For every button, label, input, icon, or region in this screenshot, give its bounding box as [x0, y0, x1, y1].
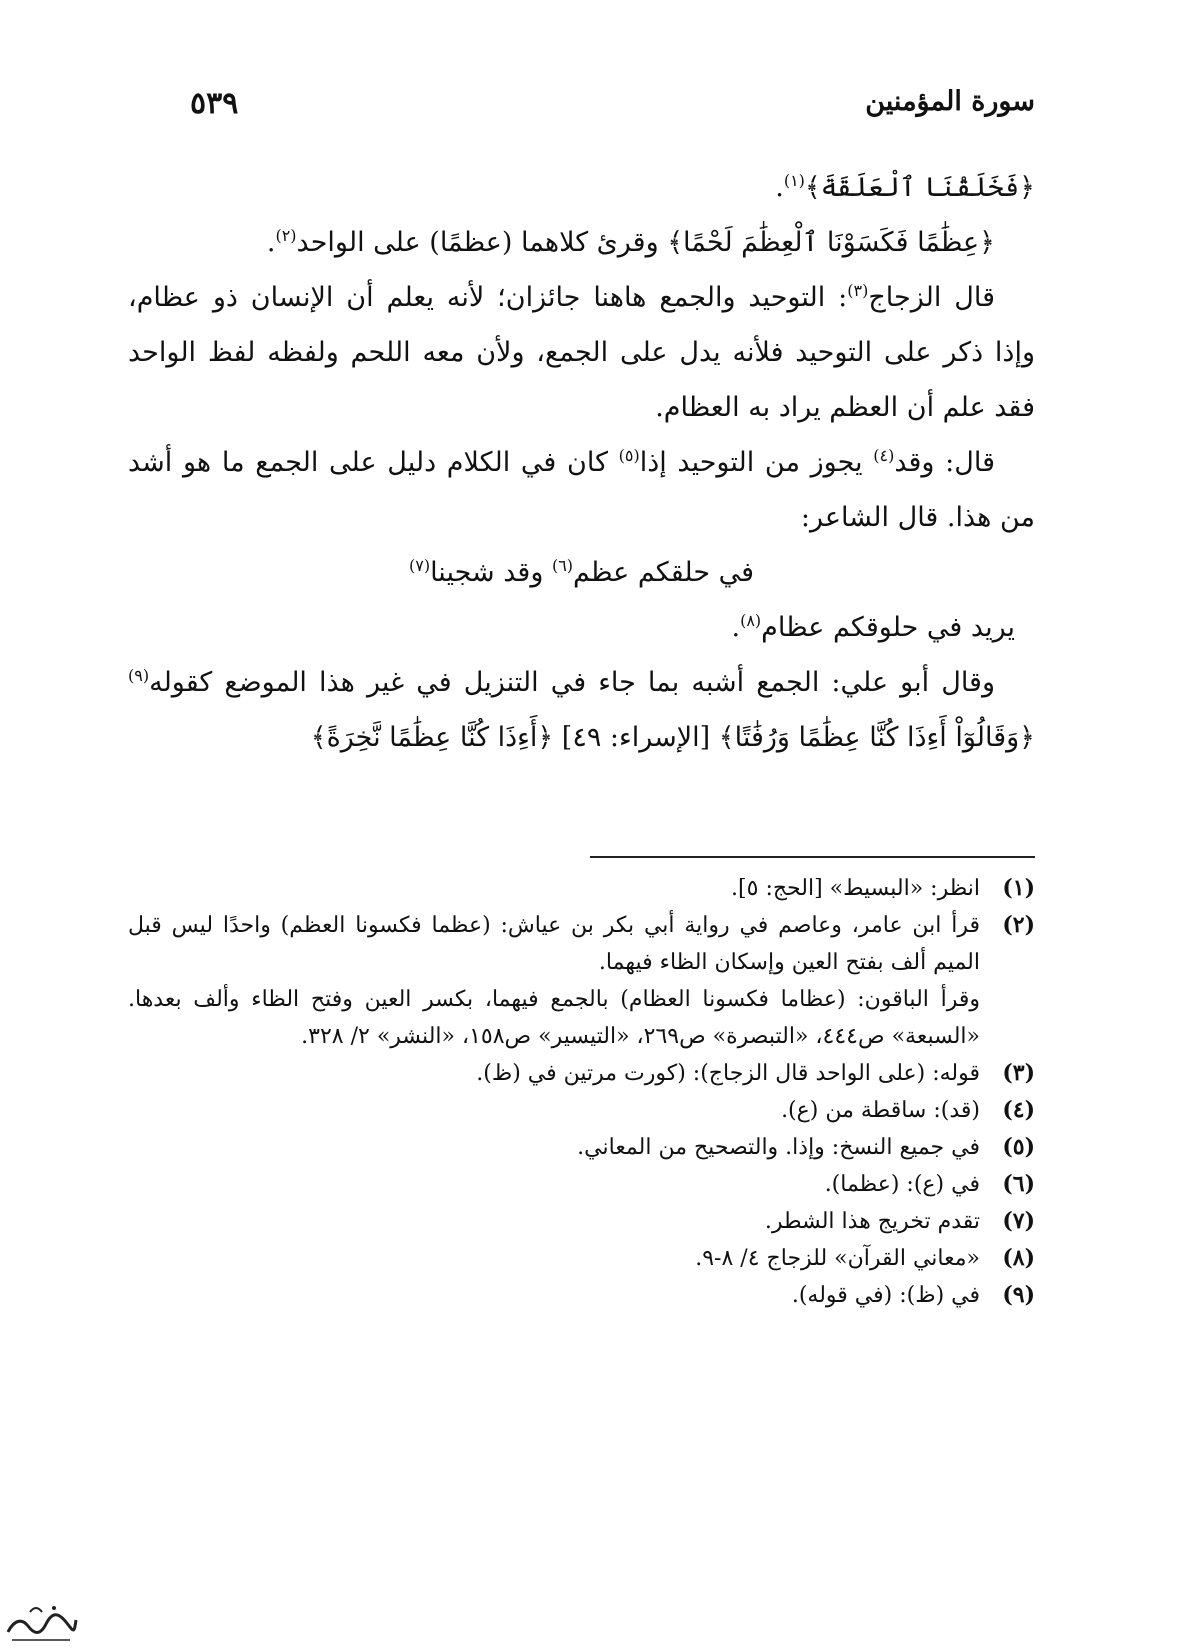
- footnote-text-continued: وقرأ الباقون: (عظاما فكسونا العظام) بالجمع فيهما، بكسر العين وفتح الظاء وألف بعدها. «السبعة» ص٤٤٤، «التبصرة» ص٢٦٩، «التيسير» ص١٥٨، «النشر» ٢/ ٣٢٨.: [128, 987, 980, 1049]
- text: وقال أبو علي: الجمع أشبه بما جاء في التنزيل في غير هذا الموضع كقوله: [149, 667, 995, 698]
- footnote-9: [128, 1277, 1035, 1314]
- page-number: ٥٣٩: [190, 86, 239, 121]
- footnote-number: (٤): [1002, 1097, 1035, 1123]
- footnote-text: تقدم تخريج هذا الشطر.: [764, 1209, 980, 1234]
- footnote-2: [128, 907, 1035, 1055]
- footnote-number: (٧): [1002, 1208, 1035, 1234]
- text: يريد في حلوقكم عظام: [761, 612, 1015, 643]
- quran-quote: ﴿عِظَٰمًا فَكَسَوْنَا ٱلْعِظَٰمَ لَحْمًا﴾: [667, 227, 995, 258]
- footnote-number: (٩): [1002, 1282, 1035, 1308]
- page-header: [190, 86, 1035, 136]
- paragraph-1: ﴿فَخَلَقْنَا ٱلْعَلَقَةَ﴾$^{(١)}$.: [775, 171, 1035, 203]
- footnote-ref: (٦): [551, 556, 574, 575]
- footnote-number: (٨): [1002, 1245, 1035, 1271]
- footnote-divider: [590, 856, 1035, 858]
- footnote-number: (١): [1002, 875, 1035, 901]
- verse-text: وقد شجينا: [430, 557, 552, 588]
- footnote-6: [128, 1166, 1035, 1203]
- footnote-number: (٥): [1002, 1134, 1035, 1160]
- footnote-3: [128, 1055, 1035, 1092]
- footnote-ref: (٧): [408, 556, 431, 575]
- footnote-ref: (٥): [618, 446, 640, 465]
- footnote-text: «معاني القرآن» للزجاج ٤/ ٨-٩.: [695, 1246, 980, 1271]
- main-text: [128, 160, 1035, 765]
- footnote-text: في (ظ): (في قوله).: [791, 1283, 980, 1308]
- footnote-ref: (٢): [275, 226, 297, 245]
- footnote-7: [128, 1203, 1035, 1240]
- footnote-ref: (١): [783, 171, 805, 190]
- quran-quote: ﴿فَخَلَقْنَا ٱلْعَلَقَةَ﴾: [804, 172, 1035, 203]
- surah-title: سورة المؤمنين: [865, 86, 1035, 117]
- quran-quote: ﴿أَءِذَا كُنَّا عِظَٰمًا نَّخِرَةً﴾: [310, 722, 554, 753]
- citation: [الإسراء: ٤٩]: [553, 722, 719, 753]
- footnote-text: انظر: «البسيط» [الحج: ٥].: [731, 876, 980, 901]
- quran-quote: ﴿وَقَالُوٓاْ أَءِذَا كُنَّا عِظَٰمًا وَرُفَٰتًا﴾: [718, 722, 1035, 753]
- text: وقرئ كلاهما (عظمًا) على الواحد: [296, 227, 659, 258]
- verse-text: في حلقكم عظم: [573, 557, 755, 588]
- text: قال: وقد: [894, 447, 995, 478]
- footnote-ref: (٣): [847, 281, 869, 300]
- footnote-8: [128, 1240, 1035, 1277]
- footnote-text: قرأ ابن عامر، وعاصم في رواية أبي بكر بن عياش: (عظما فكسونا العظم) واحدًا ليس قبل الميم ألف بفتح العين وإسكان الظاء فيهما.: [128, 913, 980, 975]
- verse-explanation: يريد في حلوقكم عظام$^{(٨)}$.: [731, 611, 1015, 643]
- text: كان في الكلام دليل على الجمع ما هو أشد من هذا. قال الشاعر:: [128, 447, 1035, 533]
- footnotes: [128, 870, 1035, 1314]
- footnote-number: (٦): [1002, 1171, 1035, 1197]
- paragraph-4: [128, 435, 1035, 545]
- footnote-5: [128, 1129, 1035, 1166]
- paragraph-2: ﴿عِظَٰمًا فَكَسَوْنَا ٱلْعِظَٰمَ لَحْمًا﴾ وقرئ كلاهما (عظمًا) على الواحد$^{(٢)}$.: [266, 226, 995, 258]
- paragraph-3: [128, 270, 1035, 435]
- footnote-text: قوله: (على الواحد قال الزجاج): (كورت مرتين في (ظ).: [476, 1061, 980, 1086]
- publisher-logo: [0, 1590, 80, 1650]
- footnote-1: [128, 870, 1035, 907]
- footnote-4: [128, 1092, 1035, 1129]
- footnote-text: (قد): ساقطة من (ع).: [781, 1098, 980, 1123]
- text: : التوحيد والجمع هاهنا جائزان؛ لأنه يعلم أن الإنسان ذو عظام، وإذا ذكر على التوحيد فلأنه يدل على الجمع، ولأن معه اللحم ولفظه لفظ الواحد فقد علم أن العظم يراد به العظام.: [128, 282, 1035, 423]
- poetry-verse: [128, 545, 1035, 600]
- footnote-number: (٢): [1002, 912, 1035, 938]
- footnote-ref: (٨): [740, 611, 762, 630]
- paragraph-5: [128, 655, 1035, 765]
- footnote-ref: (٩): [128, 666, 150, 685]
- text: يجوز من التوحيد إذا: [639, 447, 874, 478]
- footnote-text: في (ع): (عظما).: [824, 1172, 980, 1197]
- footnote-number: (٣): [1002, 1060, 1035, 1086]
- footnote-ref: (٤): [873, 446, 895, 465]
- text: قال الزجاج: [868, 282, 995, 313]
- footnote-text: في جميع النسخ: وإذا. والتصحيح من المعاني.: [577, 1135, 980, 1160]
